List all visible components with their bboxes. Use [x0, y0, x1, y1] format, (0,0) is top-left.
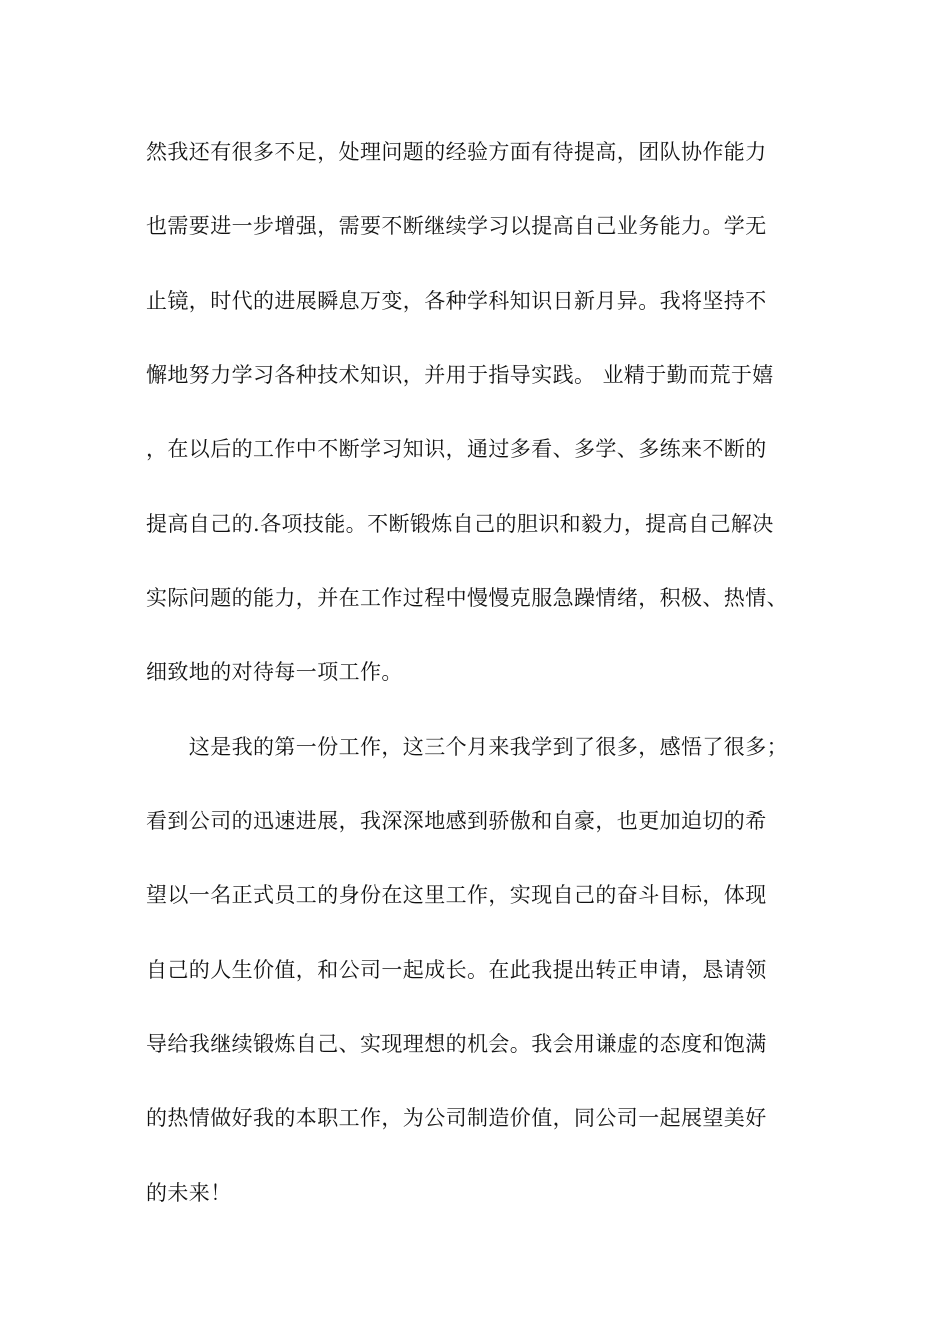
body-text-line: 懈地努力学习各种技术知识，并用于指导实践。 业精于勤而荒于嬉 [146, 363, 774, 387]
body-text-line: 提高自己的.各项技能。不断锻炼自己的胆识和毅力，提高自己解决 [146, 512, 774, 536]
body-text-line: 然我还有很多不足，处理问题的经验方面有待提高，团队协作能力 [146, 140, 767, 164]
body-text-line: 的未来！ [146, 1181, 232, 1205]
body-text-line: 止镜，时代的进展瞬息万变，各种学科知识日新月异。我将坚持不 [146, 289, 767, 313]
body-text-line: 望以一名正式员工的身份在这里工作，实现自己的奋斗目标，体现 [146, 883, 767, 907]
body-text-line: 实际问题的能力，并在工作过程中慢慢克服急躁情绪，积极、热情、 [146, 586, 788, 610]
body-text-line: ，在以后的工作中不断学习知识，通过多看、多学、多练来不断的 [146, 437, 767, 461]
body-text-line: 的热情做好我的本职工作，为公司制造价值，同公司一起展望美好 [146, 1106, 767, 1130]
body-text-line: 也需要进一步增强，需要不断继续学习以提高自己业务能力。学无 [146, 214, 767, 238]
paragraph-start-line: 这是我的第一份工作，这三个月来我学到了很多，感悟了很多； [146, 735, 788, 759]
body-text-line: 自己的人生价值，和公司一起成长。在此我提出转正申请，恳请领 [146, 958, 767, 982]
body-text-line: 细致地的对待每一项工作。 [146, 660, 403, 684]
body-text-line: 导给我继续锻炼自己、实现理想的机会。我会用谦虚的态度和饱满 [146, 1032, 767, 1056]
body-text-line: 看到公司的迅速进展，我深深地感到骄傲和自豪，也更加迫切的希 [146, 809, 767, 833]
